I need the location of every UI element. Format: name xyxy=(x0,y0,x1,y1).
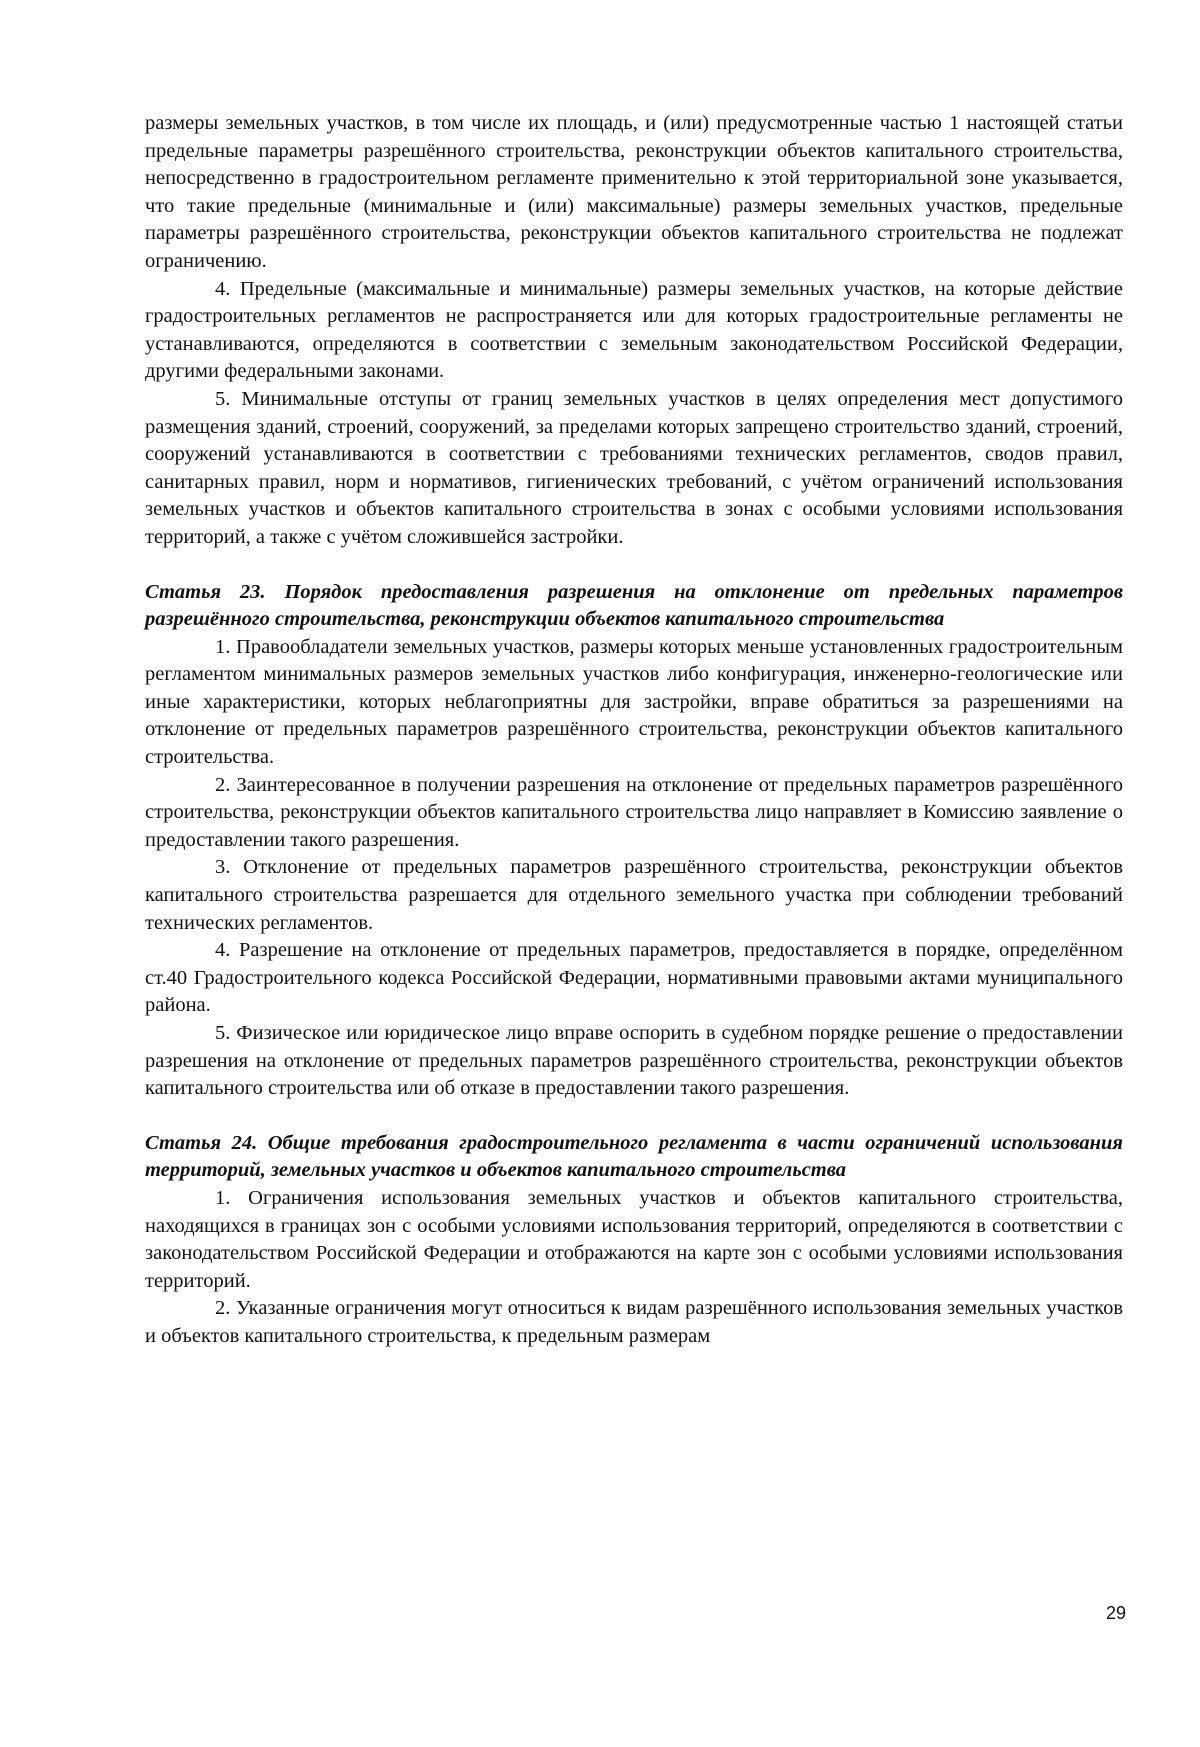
intro-item-5: 5. Минимальные отступы от границ земельных участков в целях определения мест допустимого размещения зданий, строений, сооружений, за пределами которых запрещено строительство зданий, строений, сооружений устанавливаются в соответствии с требованиями технических регламентов, сводов правил, санитарных правил, норм и нормативов, гигиенических требований, с учётом ограничений использования земельных участков и объектов капитального строительства в зонах с особыми условиями использования территорий, а также с учётом сложившейся застройки. xyxy=(145,387,1123,548)
article-24-item-2: 2. Указанные ограничения могут относиться к видам разрешённого использования земельных участков и объектов капитального строительства, к предельным размерам xyxy=(145,1297,1123,1347)
intro-item-4: 4. Предельные (максимальные и минимальные) размеры земельных участков, на которые действие градостроительных регламентов не распространяется или для которых градостроительные регламенты не устанавливаются, определяются в соответствии с земельным законодательством Российской Федерации, другими федеральными законами. xyxy=(145,277,1123,383)
intro-paragraph: размеры земельных участков, в том числе их площадь, и (или) предусмотренные частью 1 настоящей статьи предельные параметры разрешённого строительства, реконструкции объектов капитального строительства, непосредственно в градостроительном регламенте применительно к этой территориальной зоне указывается, что такие предельные (минимальные и (или) максимальные) размеры земельных участков, предельные параметры разрешённого строительства, реконструкции объектов капитального строительства не подлежат ограничению. xyxy=(145,112,1123,272)
document-page xyxy=(145,110,1123,1351)
article-23-heading: Статья 23. Порядок предоставления разрешения на отклонение от предельных параметров разрешённого строительства, реконструкции объектов капитального строительства xyxy=(145,580,1123,631)
article-23-item-5: 5. Физическое или юридическое лицо вправе оспорить в судебном порядке решение о предоставлении разрешения на отклонение от предельных параметров разрешённого строительства, реконструкции объектов капитального строительства или об отказе в предоставлении такого разрешения. xyxy=(145,1022,1123,1100)
page-number: 29 xyxy=(1105,1603,1126,1623)
article-23-item-1: 1. Правообладатели земельных участков, размеры которых меньше установленных градостроительным регламентом минимальных размеров земельных участков либо конфигурация, инженерно-геологические или иные характеристики, которых неблагоприятны для застройки, вправе обратиться за разрешениями на отклонение от предельных параметров разрешённого строительства, реконструкции объектов капитального строительства. xyxy=(145,635,1123,769)
article-23-item-4: 4. Разрешение на отклонение от предельных параметров, предоставляется в порядке, определённом ст.40 Градостроительного кодекса Российской Федерации, нормативными правовыми актами муниципального района. xyxy=(145,939,1123,1017)
article-24-item-1: 1. Ограничения использования земельных участков и объектов капитального строительства, находящихся в границах зон с особыми условиями использования территорий, определяются в соответствии с законодательством Российской Федерации и отображаются на карте зон с особыми условиями использования территорий. xyxy=(145,1186,1123,1292)
article-23-item-3: 3. Отклонение от предельных параметров разрешённого строительства, реконструкции объектов капитального строительства разрешается для отдельного земельного участка при соблюдении требований технических регламентов. xyxy=(145,856,1123,934)
article-23-item-2: 2. Заинтересованное в получении разрешения на отклонение от предельных параметров разрешённого строительства, реконструкции объектов капитального строительства лицо направляет в Комиссию заявление о предоставлении такого разрешения. xyxy=(145,773,1123,851)
article-24-heading: Статья 24. Общие требования градостроительного регламента в части ограничений использования территорий, земельных участков и объектов капитального строительства xyxy=(145,1131,1123,1182)
